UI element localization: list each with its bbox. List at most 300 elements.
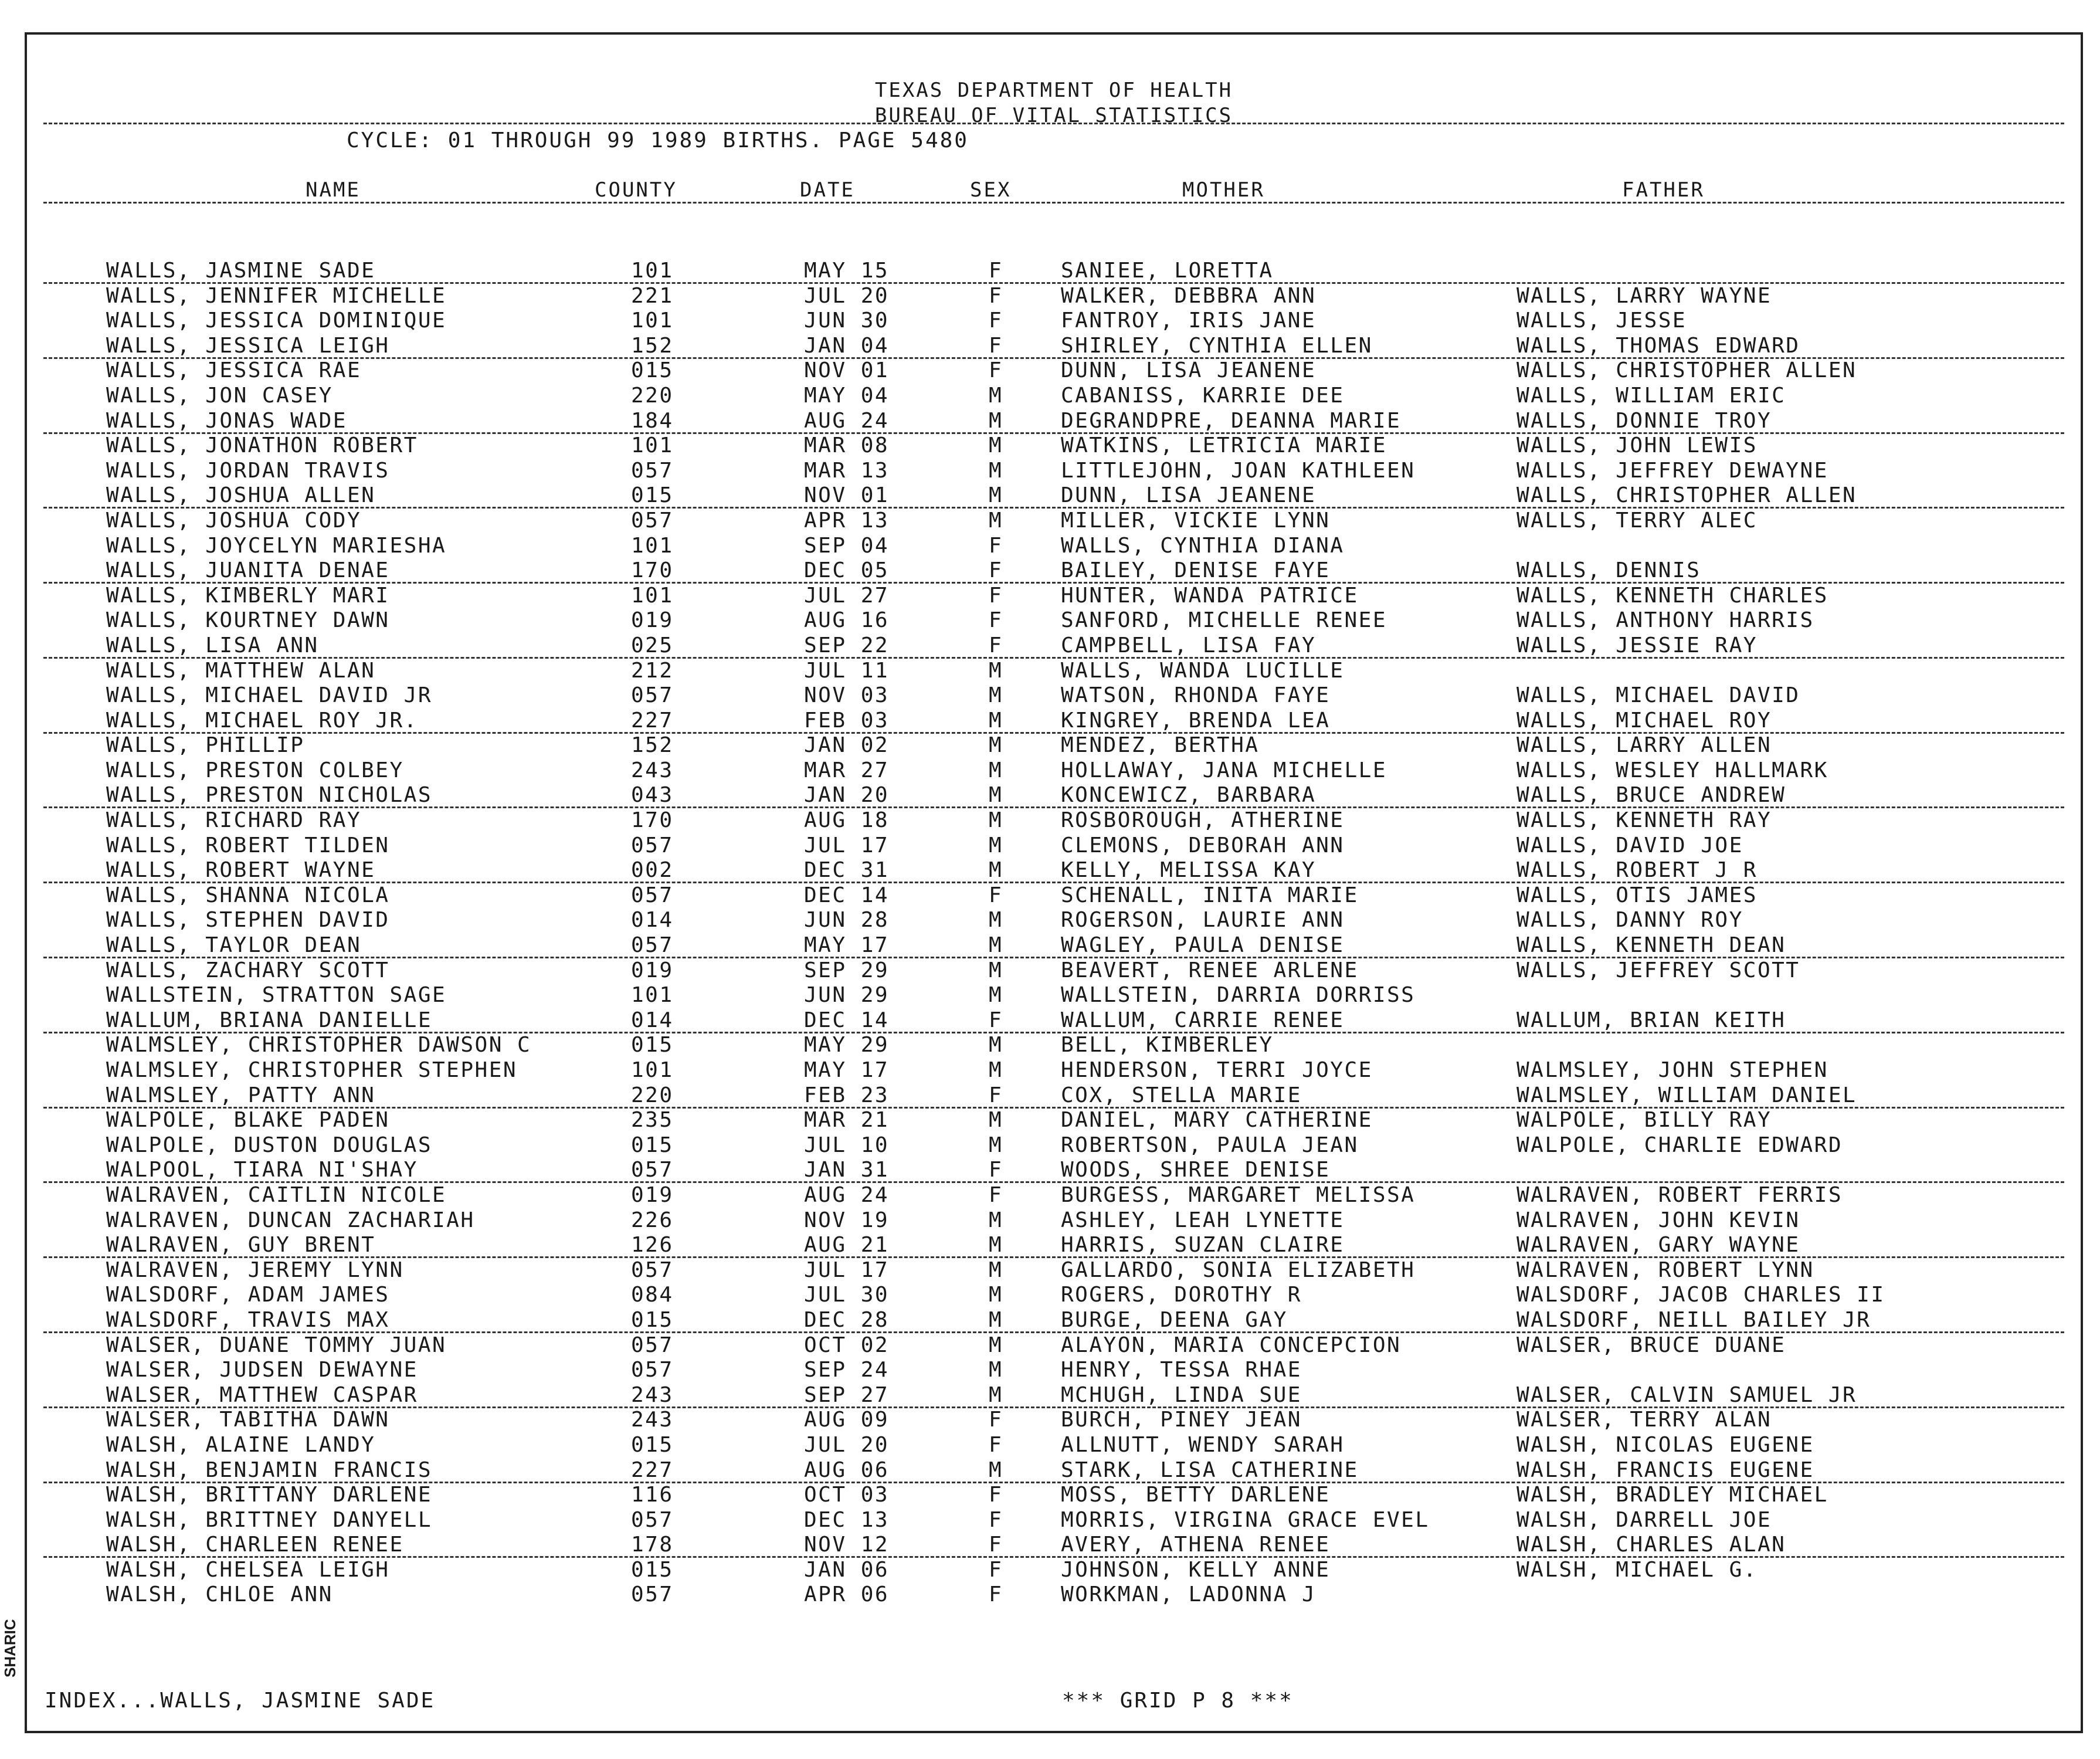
table-row: [27, 459, 2081, 484]
record-page: [25, 32, 2083, 1733]
records-table: [27, 259, 2081, 1608]
cell-date: JUL 30: [804, 1283, 890, 1307]
table-row: [27, 309, 2081, 334]
cell-father: WALLS, THOMAS EDWARD: [1517, 333, 1800, 358]
table-row: [27, 433, 2081, 459]
cell-date: NOV 03: [804, 683, 890, 708]
cell-county: 152: [631, 733, 674, 758]
cell-sex: M: [989, 1382, 1003, 1407]
cell-mother: STARK, LISA CATHERINE: [1061, 1458, 1359, 1482]
table-row: [27, 1208, 2081, 1233]
cell-mother: KINGREY, BRENDA LEA: [1061, 708, 1331, 733]
cell-mother: BURGE, DEENA GAY: [1061, 1307, 1288, 1332]
cell-sex: M: [989, 1283, 1003, 1307]
cell-mother: BURCH, PINEY JEAN: [1061, 1408, 1302, 1432]
cell-county: 057: [631, 1358, 674, 1382]
cell-name: WALLS, JENNIFER MICHELLE: [106, 283, 447, 308]
cell-date: AUG 16: [804, 608, 890, 633]
cell-mother: SCHENALL, INITA MARIE: [1061, 883, 1359, 907]
cell-county: 057: [631, 883, 674, 907]
cell-county: 243: [631, 1408, 674, 1432]
table-row: [27, 908, 2081, 933]
cell-father: WALLS, KENNETH DEAN: [1517, 933, 1786, 958]
cell-county: 057: [631, 933, 674, 958]
cell-county: 226: [631, 1208, 674, 1232]
cell-mother: SANIEE, LORETTA: [1061, 259, 1274, 283]
cell-date: SEP 24: [804, 1358, 890, 1382]
cell-county: 057: [631, 833, 674, 858]
cell-mother: MENDEZ, BERTHA: [1061, 733, 1260, 758]
cell-name: WALLS, KOURTNEY DAWN: [106, 608, 390, 633]
cell-county: 015: [631, 1557, 674, 1582]
cell-county: 101: [631, 1058, 674, 1082]
cell-father: WALMSLEY, WILLIAM DANIEL: [1517, 1083, 1857, 1107]
cell-date: JUL 27: [804, 583, 890, 608]
cell-date: SEP 29: [804, 958, 890, 982]
table-row: [27, 1108, 2081, 1133]
cell-mother: DEGRANDPRE, DEANNA MARIE: [1061, 408, 1402, 433]
column-header-name: NAME: [306, 178, 361, 202]
cell-name: WALPOLE, BLAKE PADEN: [106, 1108, 390, 1133]
cell-father: WALPOLE, CHARLIE EDWARD: [1517, 1133, 1843, 1157]
cell-father: WALLS, WILLIAM ERIC: [1517, 383, 1786, 408]
cell-name: WALLS, PHILLIP: [106, 733, 305, 758]
cell-sex: F: [989, 1432, 1003, 1457]
cell-county: 220: [631, 1083, 674, 1107]
cell-sex: F: [989, 558, 1003, 583]
cell-name: WALSH, BRITTNEY DANYELL: [106, 1507, 432, 1532]
cell-county: 221: [631, 283, 674, 308]
table-row: [27, 1408, 2081, 1433]
table-row: [27, 858, 2081, 883]
cell-sex: F: [989, 608, 1003, 633]
table-row: [27, 1058, 2081, 1083]
cell-name: WALSH, CHARLEEN RENEE: [106, 1533, 404, 1557]
table-row: [27, 1533, 2081, 1558]
cell-sex: F: [989, 1408, 1003, 1432]
table-row: [27, 958, 2081, 984]
table-row: [27, 758, 2081, 784]
cell-name: WALRAVEN, DUNCAN ZACHARIAH: [106, 1208, 475, 1232]
cell-mother: ASHLEY, LEAH LYNETTE: [1061, 1208, 1345, 1232]
cell-sex: F: [989, 1483, 1003, 1507]
cell-father: WALLUM, BRIAN KEITH: [1517, 1008, 1786, 1032]
cell-date: OCT 03: [804, 1483, 890, 1507]
table-row: [27, 933, 2081, 958]
table-row: [27, 1133, 2081, 1158]
cell-date: MAY 17: [804, 933, 890, 958]
cell-father: WALLS, JESSIE RAY: [1517, 633, 1758, 657]
cell-father: WALLS, JESSE: [1517, 309, 1687, 333]
cell-name: WALLS, JASMINE SADE: [106, 259, 376, 283]
cell-mother: MOSS, BETTY DARLENE: [1061, 1483, 1331, 1507]
table-row: [27, 783, 2081, 808]
table-row: [27, 1508, 2081, 1533]
cell-name: WALLS, JOYCELYN MARIESHA: [106, 533, 447, 558]
cell-mother: GALLARDO, SONIA ELIZABETH: [1061, 1258, 1416, 1282]
cell-name: WALSDORF, ADAM JAMES: [106, 1283, 390, 1307]
cell-name: WALLSTEIN, STRATTON SAGE: [106, 983, 447, 1008]
cell-name: WALMSLEY, CHRISTOPHER STEPHEN: [106, 1058, 518, 1082]
cell-county: 015: [631, 1432, 674, 1457]
cell-county: 019: [631, 608, 674, 633]
cell-date: MAY 29: [804, 1033, 890, 1058]
cell-father: WALLS, DAVID JOE: [1517, 833, 1743, 858]
cell-county: 220: [631, 383, 674, 408]
cell-father: WALLS, LARRY WAYNE: [1517, 283, 1772, 308]
table-row: [27, 1483, 2081, 1508]
cell-father: WALRAVEN, JOHN KEVIN: [1517, 1208, 1800, 1232]
cell-date: JUL 20: [804, 283, 890, 308]
cell-sex: F: [989, 309, 1003, 333]
cell-father: WALLS, ANTHONY HARRIS: [1517, 608, 1814, 633]
cell-sex: F: [989, 1557, 1003, 1582]
cell-sex: M: [989, 1233, 1003, 1258]
table-row: [27, 483, 2081, 509]
cell-county: 057: [631, 1158, 674, 1182]
cell-name: WALLS, ZACHARY SCOTT: [106, 958, 390, 982]
cell-date: JUL 20: [804, 1432, 890, 1457]
table-row: [27, 1158, 2081, 1183]
footer-grid: *** GRID P 8 ***: [1062, 1689, 1294, 1713]
cell-mother: COX, STELLA MARIE: [1061, 1083, 1302, 1107]
cell-county: 057: [631, 458, 674, 483]
side-label: SHARIC: [1, 1619, 19, 1677]
cell-name: WALLS, PRESTON NICHOLAS: [106, 783, 432, 808]
cell-sex: F: [989, 883, 1003, 907]
cell-date: DEC 14: [804, 883, 890, 907]
table-row: [27, 1008, 2081, 1033]
table-row: [27, 1433, 2081, 1458]
cell-sex: M: [989, 1258, 1003, 1282]
cell-name: WALLS, JORDAN TRAVIS: [106, 458, 390, 483]
cell-father: WALSER, CALVIN SAMUEL JR: [1517, 1382, 1857, 1407]
cell-county: 126: [631, 1233, 674, 1258]
cell-father: WALSH, FRANCIS EUGENE: [1517, 1458, 1814, 1482]
cell-county: 084: [631, 1283, 674, 1307]
cell-mother: ALLNUTT, WENDY SARAH: [1061, 1432, 1345, 1457]
table-row: [27, 1258, 2081, 1283]
cell-county: 178: [631, 1533, 674, 1557]
table-row: [27, 683, 2081, 709]
cell-father: WALSH, DARRELL JOE: [1517, 1507, 1772, 1532]
cell-sex: M: [989, 1458, 1003, 1482]
table-row: [27, 1333, 2081, 1358]
cell-sex: M: [989, 833, 1003, 858]
cell-sex: F: [989, 533, 1003, 558]
cell-mother: WALKER, DEBBRA ANN: [1061, 283, 1317, 308]
cell-mother: ROSBOROUGH, ATHERINE: [1061, 808, 1345, 833]
cell-name: WALLS, JONAS WADE: [106, 408, 347, 433]
cell-name: WALSER, JUDSEN DEWAYNE: [106, 1358, 418, 1382]
cell-date: DEC 13: [804, 1507, 890, 1532]
table-row: [27, 1283, 2081, 1308]
table-row: [27, 1308, 2081, 1333]
table-row: [27, 1358, 2081, 1383]
cell-name: WALSER, DUANE TOMMY JUAN: [106, 1333, 447, 1357]
cell-date: JAN 04: [804, 333, 890, 358]
cell-date: SEP 04: [804, 533, 890, 558]
cell-mother: DUNN, LISA JEANENE: [1061, 358, 1317, 383]
cell-date: JUL 17: [804, 833, 890, 858]
cell-mother: HENDERSON, TERRI JOYCE: [1061, 1058, 1373, 1082]
cell-name: WALRAVEN, CAITLIN NICOLE: [106, 1182, 447, 1207]
cell-name: WALRAVEN, JEREMY LYNN: [106, 1258, 404, 1282]
table-row: [27, 659, 2081, 684]
cell-mother: WOODS, SHREE DENISE: [1061, 1158, 1331, 1182]
cell-county: 170: [631, 558, 674, 583]
cell-mother: ROGERS, DOROTHY R: [1061, 1283, 1302, 1307]
cell-mother: ALAYON, MARIA CONCEPCION: [1061, 1333, 1402, 1357]
cell-mother: DUNN, LISA JEANENE: [1061, 483, 1317, 508]
table-row: [27, 709, 2081, 734]
table-row: [27, 259, 2081, 284]
cell-mother: WORKMAN, LADONNA J: [1061, 1582, 1317, 1607]
cell-sex: F: [989, 1083, 1003, 1107]
cell-sex: M: [989, 1058, 1003, 1082]
cell-county: 002: [631, 858, 674, 883]
table-row: [27, 608, 2081, 633]
table-row: [27, 1383, 2081, 1408]
cell-name: WALMSLEY, CHRISTOPHER DAWSON C: [106, 1033, 532, 1058]
cell-date: MAR 21: [804, 1108, 890, 1133]
cell-date: AUG 21: [804, 1233, 890, 1258]
column-header-father: FATHER: [1622, 178, 1705, 202]
table-row: [27, 1083, 2081, 1109]
cell-county: 057: [631, 683, 674, 708]
cell-date: JAN 06: [804, 1557, 890, 1582]
cell-father: WALSH, MICHAEL G.: [1517, 1557, 1758, 1582]
cell-sex: F: [989, 1582, 1003, 1607]
footer-index: INDEX...WALLS, JASMINE SADE: [45, 1689, 436, 1713]
cell-county: 101: [631, 259, 674, 283]
cell-county: 019: [631, 1182, 674, 1207]
cell-date: JAN 02: [804, 733, 890, 758]
table-row: [27, 284, 2081, 309]
cell-sex: M: [989, 933, 1003, 958]
cell-name: WALPOOL, TIARA NI'SHAY: [106, 1158, 418, 1182]
cell-date: DEC 05: [804, 558, 890, 583]
cell-date: OCT 02: [804, 1333, 890, 1357]
cell-county: 057: [631, 508, 674, 533]
table-row: [27, 833, 2081, 859]
cell-county: 019: [631, 958, 674, 982]
cell-name: WALLS, RICHARD RAY: [106, 808, 362, 833]
table-row: [27, 358, 2081, 384]
cell-date: APR 06: [804, 1582, 890, 1607]
cell-county: 015: [631, 483, 674, 508]
cell-mother: KELLY, MELISSA KAY: [1061, 858, 1317, 883]
table-row: [27, 1233, 2081, 1258]
cell-date: AUG 18: [804, 808, 890, 833]
cell-county: 243: [631, 1382, 674, 1407]
cell-sex: M: [989, 758, 1003, 782]
cell-sex: M: [989, 1033, 1003, 1058]
cell-sex: F: [989, 1533, 1003, 1557]
cell-mother: SANFORD, MICHELLE RENEE: [1061, 608, 1387, 633]
cell-sex: F: [989, 1158, 1003, 1182]
cell-name: WALLUM, BRIANA DANIELLE: [106, 1008, 432, 1032]
cell-mother: BEAVERT, RENEE ARLENE: [1061, 958, 1359, 982]
cell-county: 101: [631, 433, 674, 458]
table-row: [27, 808, 2081, 833]
cell-date: AUG 24: [804, 408, 890, 433]
cell-county: 101: [631, 309, 674, 333]
cell-father: WALSH, BRADLEY MICHAEL: [1517, 1483, 1828, 1507]
cell-name: WALSH, CHLOE ANN: [106, 1582, 333, 1607]
cell-father: WALLS, KENNETH CHARLES: [1517, 583, 1828, 608]
cell-sex: F: [989, 1008, 1003, 1032]
cell-county: 014: [631, 908, 674, 933]
cell-father: WALLS, ROBERT J R: [1517, 858, 1758, 883]
cell-name: WALLS, JESSICA LEIGH: [106, 333, 390, 358]
cell-father: WALLS, DANNY ROY: [1517, 908, 1743, 933]
table-row: [27, 733, 2081, 758]
cell-date: JUN 30: [804, 309, 890, 333]
cell-mother: KONCEWICZ, BARBARA: [1061, 783, 1317, 808]
cell-date: JAN 20: [804, 783, 890, 808]
cell-father: WALRAVEN, GARY WAYNE: [1517, 1233, 1800, 1258]
cell-date: MAR 13: [804, 458, 890, 483]
cell-mother: ROBERTSON, PAULA JEAN: [1061, 1133, 1359, 1157]
cell-sex: M: [989, 908, 1003, 933]
column-header-sex: SEX: [970, 178, 1012, 202]
page-title: TEXAS DEPARTMENT OF HEALTH: [874, 79, 1233, 102]
cell-county: 014: [631, 1008, 674, 1032]
cell-county: 057: [631, 1582, 674, 1607]
cell-name: WALLS, PRESTON COLBEY: [106, 758, 404, 782]
cell-county: 057: [631, 1258, 674, 1282]
cell-sex: M: [989, 1108, 1003, 1133]
table-row: [27, 1183, 2081, 1208]
cell-date: MAR 08: [804, 433, 890, 458]
cell-name: WALLS, TAYLOR DEAN: [106, 933, 362, 958]
cell-sex: M: [989, 508, 1003, 533]
cell-mother: BAILEY, DENISE FAYE: [1061, 558, 1331, 583]
cell-mother: HENRY, TESSA RHAE: [1061, 1358, 1302, 1382]
cell-county: 015: [631, 358, 674, 383]
cell-date: JUN 28: [804, 908, 890, 933]
cell-father: WALLS, CHRISTOPHER ALLEN: [1517, 483, 1857, 508]
cell-sex: F: [989, 283, 1003, 308]
cell-name: WALLS, JUANITA DENAE: [106, 558, 390, 583]
cell-county: 057: [631, 1507, 674, 1532]
cell-name: WALLS, LISA ANN: [106, 633, 319, 657]
cell-father: WALLS, JEFFREY DEWAYNE: [1517, 458, 1828, 483]
cell-sex: F: [989, 358, 1003, 383]
cell-county: 152: [631, 333, 674, 358]
cell-county: 015: [631, 1033, 674, 1058]
cell-sex: F: [989, 583, 1003, 608]
cell-father: WALLS, JEFFREY SCOTT: [1517, 958, 1800, 982]
cell-name: WALLS, JONATHON ROBERT: [106, 433, 418, 458]
cell-county: 227: [631, 1458, 674, 1482]
cell-mother: WALLS, WANDA LUCILLE: [1061, 658, 1345, 683]
table-row: [27, 983, 2081, 1008]
cell-name: WALSER, TABITHA DAWN: [106, 1408, 390, 1432]
cell-mother: HUNTER, WANDA PATRICE: [1061, 583, 1359, 608]
cell-date: JUL 11: [804, 658, 890, 683]
cell-father: WALSER, BRUCE DUANE: [1517, 1333, 1786, 1357]
cell-county: 101: [631, 983, 674, 1008]
cell-mother: CAMPBELL, LISA FAY: [1061, 633, 1317, 657]
cell-county: 015: [631, 1307, 674, 1332]
table-row: [27, 384, 2081, 409]
cell-date: NOV 01: [804, 358, 890, 383]
cell-date: APR 13: [804, 508, 890, 533]
column-header-county: COUNTY: [595, 178, 677, 202]
cell-name: WALLS, KIMBERLY MARI: [106, 583, 390, 608]
table-row: [27, 1033, 2081, 1058]
cell-county: 025: [631, 633, 674, 657]
cell-sex: M: [989, 808, 1003, 833]
cell-name: WALSER, MATTHEW CASPAR: [106, 1382, 418, 1407]
table-row: [27, 1582, 2081, 1608]
table-row: [27, 558, 2081, 584]
cell-sex: M: [989, 1333, 1003, 1357]
cell-date: DEC 28: [804, 1307, 890, 1332]
cell-father: WALLS, CHRISTOPHER ALLEN: [1517, 358, 1857, 383]
cell-date: MAY 17: [804, 1058, 890, 1082]
cell-date: SEP 27: [804, 1382, 890, 1407]
cell-date: MAY 15: [804, 259, 890, 283]
cell-mother: BELL, KIMBERLEY: [1061, 1033, 1274, 1058]
cell-date: JAN 31: [804, 1158, 890, 1182]
cell-father: WALLS, MICHAEL DAVID: [1517, 683, 1800, 708]
cycle-line: CYCLE: 01 THROUGH 99 1989 BIRTHS. PAGE 5480: [347, 128, 969, 152]
cell-name: WALSH, BRITTANY DARLENE: [106, 1483, 432, 1507]
cell-county: 243: [631, 758, 674, 782]
cell-sex: M: [989, 708, 1003, 733]
cell-date: NOV 19: [804, 1208, 890, 1232]
cell-date: MAR 27: [804, 758, 890, 782]
cell-father: WALSER, TERRY ALAN: [1517, 1408, 1772, 1432]
cell-date: FEB 23: [804, 1083, 890, 1107]
cell-mother: CLEMONS, DEBORAH ANN: [1061, 833, 1345, 858]
cell-father: WALLS, DENNIS: [1517, 558, 1701, 583]
cell-county: 043: [631, 783, 674, 808]
cell-county: 101: [631, 533, 674, 558]
cell-mother: CABANISS, KARRIE DEE: [1061, 383, 1345, 408]
cell-name: WALLS, SHANNA NICOLA: [106, 883, 390, 907]
cell-father: WALRAVEN, ROBERT FERRIS: [1517, 1182, 1843, 1207]
cell-father: WALLS, KENNETH RAY: [1517, 808, 1772, 833]
cell-date: SEP 22: [804, 633, 890, 657]
cell-father: WALLS, JOHN LEWIS: [1517, 433, 1758, 458]
cell-name: WALLS, ROBERT WAYNE: [106, 858, 376, 883]
cell-county: 212: [631, 658, 674, 683]
cell-mother: WATKINS, LETRICIA MARIE: [1061, 433, 1387, 458]
cell-mother: HOLLAWAY, JANA MICHELLE: [1061, 758, 1387, 782]
cell-mother: SHIRLEY, CYNTHIA ELLEN: [1061, 333, 1373, 358]
cell-sex: M: [989, 733, 1003, 758]
cell-sex: F: [989, 333, 1003, 358]
cell-father: WALLS, LARRY ALLEN: [1517, 733, 1772, 758]
cell-county: 184: [631, 408, 674, 433]
cell-mother: WALLUM, CARRIE RENEE: [1061, 1008, 1345, 1032]
cell-sex: M: [989, 458, 1003, 483]
cell-sex: M: [989, 1208, 1003, 1232]
cell-mother: DANIEL, MARY CATHERINE: [1061, 1108, 1373, 1133]
cell-name: WALLS, ROBERT TILDEN: [106, 833, 390, 858]
cell-father: WALLS, WESLEY HALLMARK: [1517, 758, 1828, 782]
cell-county: 101: [631, 583, 674, 608]
cell-date: DEC 31: [804, 858, 890, 883]
cell-date: JUL 17: [804, 1258, 890, 1282]
cell-county: 170: [631, 808, 674, 833]
cell-mother: HARRIS, SUZAN CLAIRE: [1061, 1233, 1345, 1258]
cell-county: 116: [631, 1483, 674, 1507]
